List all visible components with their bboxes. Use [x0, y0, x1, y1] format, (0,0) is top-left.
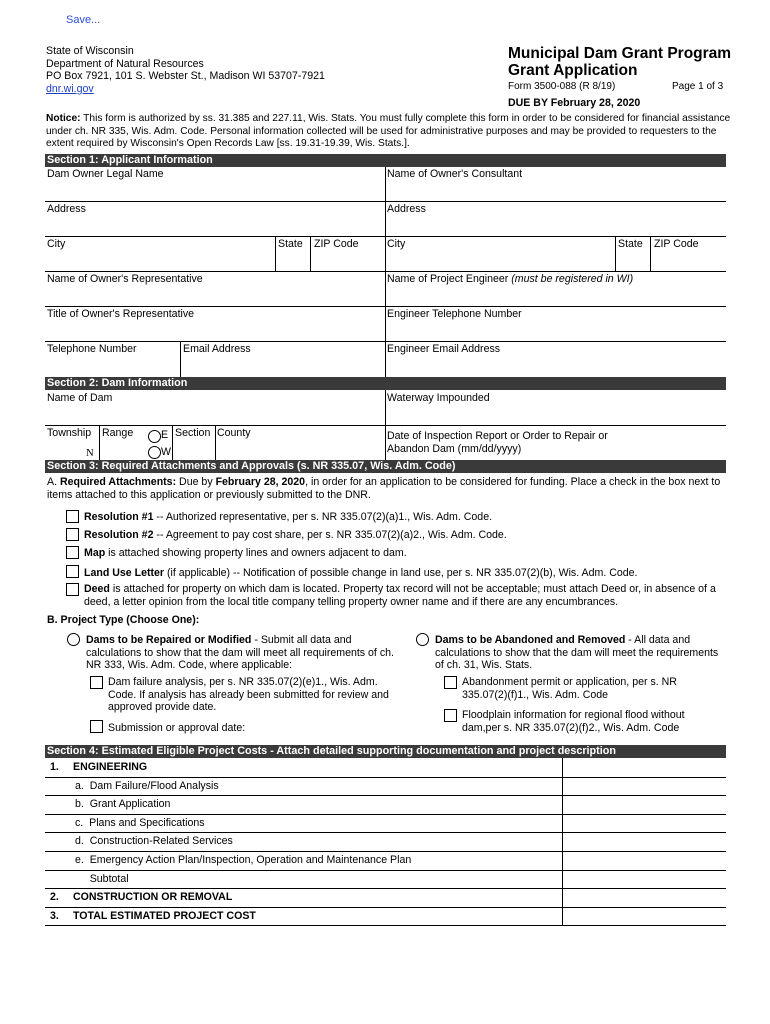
map-bold: Map	[84, 547, 106, 559]
divider	[45, 925, 726, 926]
map-text: is attached showing property lines and owners adjacent to dam.	[105, 547, 407, 559]
due-date: DUE BY February 28, 2020	[508, 97, 641, 109]
resolution2-checkbox[interactable]	[66, 528, 79, 541]
project-type-label: B. Project Type (Choose One):	[47, 614, 200, 626]
resolution1-label	[84, 511, 492, 524]
cost-amount-field[interactable]	[562, 907, 726, 926]
consultant-name-label: Name of Owner's Consultant	[387, 168, 523, 180]
divider	[215, 425, 216, 460]
east-label: E	[161, 429, 169, 441]
divider	[275, 236, 276, 271]
save-link[interactable]: Save...	[66, 14, 101, 26]
notice	[46, 113, 736, 151]
deed-bold: Deed	[84, 583, 110, 595]
consultant-address-label: Address	[387, 203, 426, 215]
cost-amount-field[interactable]	[562, 758, 726, 777]
notice-text: This form is authorized by ss. 31.385 and 227.11, Wis. Stats. You must fully complete this form in order to be considered for financial assistance under ch. NR 335, Wis. Adm. Code. Personal information collected will be used for administrative purposes and may be provided to requesters to the extent required by Wisconsin's Open Records Law [ss. 19.31-19.39, Wis. Stats.].	[46, 113, 731, 149]
land-use-text: (if applicable) -- Notification of possible change in land use, per s. NR 335.07(2)(b), Wis. Adm. Code.	[164, 567, 638, 579]
map-checkbox[interactable]	[66, 546, 79, 559]
page-number: Page 1 of 3	[672, 81, 724, 92]
form-title	[508, 45, 731, 79]
cost-amount-field[interactable]	[562, 814, 726, 833]
deed-text: is attached for property on which dam is located. Property tax record will not be acceptable; must attach Deed or, in absence of a deed, a letter opinion from the local title company telling property owner name and if there are any encumbrances.	[84, 583, 716, 608]
resolution1-bold: Resolution #1	[84, 511, 154, 523]
cost-row-label: c. Plans and Specifications	[75, 816, 205, 829]
rep-name-label: Name of Owner's Representative	[47, 273, 203, 285]
submission-date-checkbox[interactable]	[90, 720, 103, 733]
engineer-note: (must be registered in WI)	[511, 273, 634, 285]
divider	[310, 236, 311, 271]
engineer-phone-label: Engineer Telephone Number	[387, 308, 522, 320]
required-attachments-text	[47, 476, 727, 501]
engineer-name-label	[387, 273, 633, 286]
deed-label	[84, 583, 729, 608]
repair-radio[interactable]	[67, 633, 80, 646]
engineer-email-label: Engineer Email Address	[387, 343, 501, 355]
notice-label: Notice:	[46, 113, 81, 124]
section4-header: Section 4: Estimated Eligible Project Costs - Attach detailed supporting documentation and project description	[45, 745, 726, 758]
city-label: City	[47, 238, 66, 250]
agency-state: State of Wisconsin	[46, 45, 134, 57]
west-label: W	[161, 446, 171, 458]
consultant-state-label: State	[618, 238, 643, 250]
agency-department: Department of Natural Resources	[46, 57, 204, 70]
section2-header: Section 2: Dam Information	[45, 377, 726, 390]
section-label: Section	[175, 427, 211, 439]
divider	[172, 425, 173, 460]
agency-website-link[interactable]: dnr.wi.gov	[46, 82, 94, 95]
agency-block	[46, 45, 325, 95]
resolution1-checkbox[interactable]	[66, 510, 79, 523]
section1-header: Section 1: Applicant Information	[45, 154, 726, 167]
divider	[99, 425, 100, 460]
repair-bold: Dams to be Repaired or Modified	[86, 634, 252, 646]
west-radio[interactable]	[148, 446, 161, 459]
abandon-bold: Dams to be Abandoned and Removed	[435, 634, 626, 646]
form-title-line1: Municipal Dam Grant Program	[508, 45, 732, 62]
waterway-label: Waterway Impounded	[387, 392, 490, 404]
section3-header: Section 3: Required Attachments and Approvals (s. NR 335.07, Wis. Adm. Code)	[45, 460, 726, 473]
resolution1-text: -- Authorized representative, per s. NR 335.07(2)(a)1., Wis. Adm. Code.	[153, 511, 493, 523]
engineer-name-text: Name of Project Engineer	[387, 273, 512, 285]
cost-amount-field[interactable]	[562, 870, 726, 889]
inspection-date-label: Date of Inspection Report or Order to Repair or Abandon Dam (mm/dd/yyyy)	[387, 430, 608, 455]
floodplain-checkbox[interactable]	[444, 709, 457, 722]
divider	[45, 425, 726, 426]
east-radio[interactable]	[148, 430, 161, 443]
divider	[385, 167, 386, 377]
abandon-text: - All data and calculations to show that the dam will meet the requirements of ch. 31, Wis. Stats.	[435, 634, 719, 671]
rep-title-label: Title of Owner's Representative	[47, 308, 195, 320]
cost-row-number: 3.	[50, 909, 59, 922]
resolution2-text: -- Agreement to pay cost share, per s. NR 335.07(2)(a)2., Wis. Adm. Code.	[153, 529, 507, 541]
cost-row-label: ENGINEERING	[73, 761, 148, 773]
section3-a-label: Required Attachments:	[59, 476, 177, 488]
map-label	[84, 547, 407, 560]
abandon-label	[435, 634, 725, 672]
divider	[45, 201, 726, 202]
resolution2-bold: Resolution #2	[84, 529, 154, 541]
email-label: Email Address	[183, 343, 251, 355]
consultant-city-label: City	[387, 238, 406, 250]
abandonment-permit-checkbox[interactable]	[444, 676, 457, 689]
cost-amount-field[interactable]	[562, 851, 726, 870]
zip-label: ZIP Code	[314, 238, 359, 250]
cost-row-label: b. Grant Application	[75, 798, 171, 811]
abandonment-permit-label: Abandonment permit or application, per s. NR 335.07(2)(f)1., Wis. Adm. Code	[462, 676, 677, 701]
cost-row-number: 1.	[50, 761, 59, 773]
section3-a-text1: Due by	[176, 476, 216, 488]
floodplain-label: Floodplain information for regional flood without dam,per s. NR 335.07(2)(f)2., Wis. Adm. Code	[462, 709, 685, 734]
cost-row-label: Subtotal	[75, 872, 129, 885]
cost-row-number: 2.	[50, 891, 59, 904]
consultant-zip-label: ZIP Code	[654, 238, 699, 250]
dam-failure-checkbox[interactable]	[90, 676, 103, 689]
owner-name-label: Dam Owner Legal Name	[47, 168, 164, 180]
section3-a-prefix: A.	[47, 476, 60, 488]
cost-row-label: a. Dam Failure/Flood Analysis	[75, 779, 219, 792]
cost-row-label: d. Construction-Related Services	[75, 835, 233, 848]
deed-checkbox[interactable]	[66, 583, 79, 596]
divider	[45, 236, 726, 237]
cost-row-label: e. Emergency Action Plan/Inspection, Operation and Maintenance Plan	[75, 854, 412, 866]
divider	[45, 271, 726, 272]
county-label: County	[217, 427, 251, 439]
form-number: Form 3500-088 (R 8/19)	[508, 81, 616, 92]
cost-row-label: TOTAL ESTIMATED PROJECT COST	[73, 909, 256, 922]
cost-amount-field[interactable]	[562, 832, 726, 851]
repair-label	[86, 634, 406, 672]
land-use-checkbox[interactable]	[66, 565, 79, 578]
divider	[180, 341, 181, 377]
resolution2-label	[84, 529, 507, 542]
township-label: Township	[47, 427, 92, 439]
divider	[650, 236, 651, 271]
agency-address: PO Box 7921, 101 S. Webster St., Madison WI 53707-7921	[46, 70, 325, 82]
phone-label: Telephone Number	[47, 343, 137, 355]
cost-amount-field[interactable]	[562, 795, 726, 814]
section3-a-date: February 28, 2020	[215, 476, 306, 488]
cost-row-label: CONSTRUCTION OR REMOVAL	[73, 891, 233, 904]
abandon-radio[interactable]	[416, 633, 429, 646]
repair-text: - Submit all data and calculations to show that the dam will meet all requirements of ch. NR 333, Wis. Adm. Code, where applicable:	[86, 634, 394, 671]
section3-a-text2: , in order for an application to be considered for funding. Place a check in the box next to items attached to this application or previously submitted to the DNR.	[47, 476, 721, 501]
divider	[615, 236, 616, 271]
address-label: Address	[47, 203, 86, 215]
land-use-label	[84, 567, 637, 580]
dam-name-label: Name of Dam	[47, 392, 113, 404]
divider	[45, 306, 726, 307]
cost-amount-field[interactable]	[562, 777, 726, 796]
range-label: Range	[102, 427, 134, 439]
state-label: State	[278, 238, 303, 250]
land-use-bold: Land Use Letter	[84, 567, 165, 579]
divider	[45, 341, 726, 342]
cost-amount-field[interactable]	[562, 888, 726, 907]
form-title-line2: Grant Application	[508, 62, 638, 79]
dam-failure-label: Dam failure analysis, per s. NR 335.07(2)(e)1., Wis. Adm. Code. If analysis has already been submitted for review and approved provide date.	[108, 676, 389, 713]
north-label: N	[86, 448, 94, 459]
submission-date-label: Submission or approval date:	[108, 722, 246, 734]
